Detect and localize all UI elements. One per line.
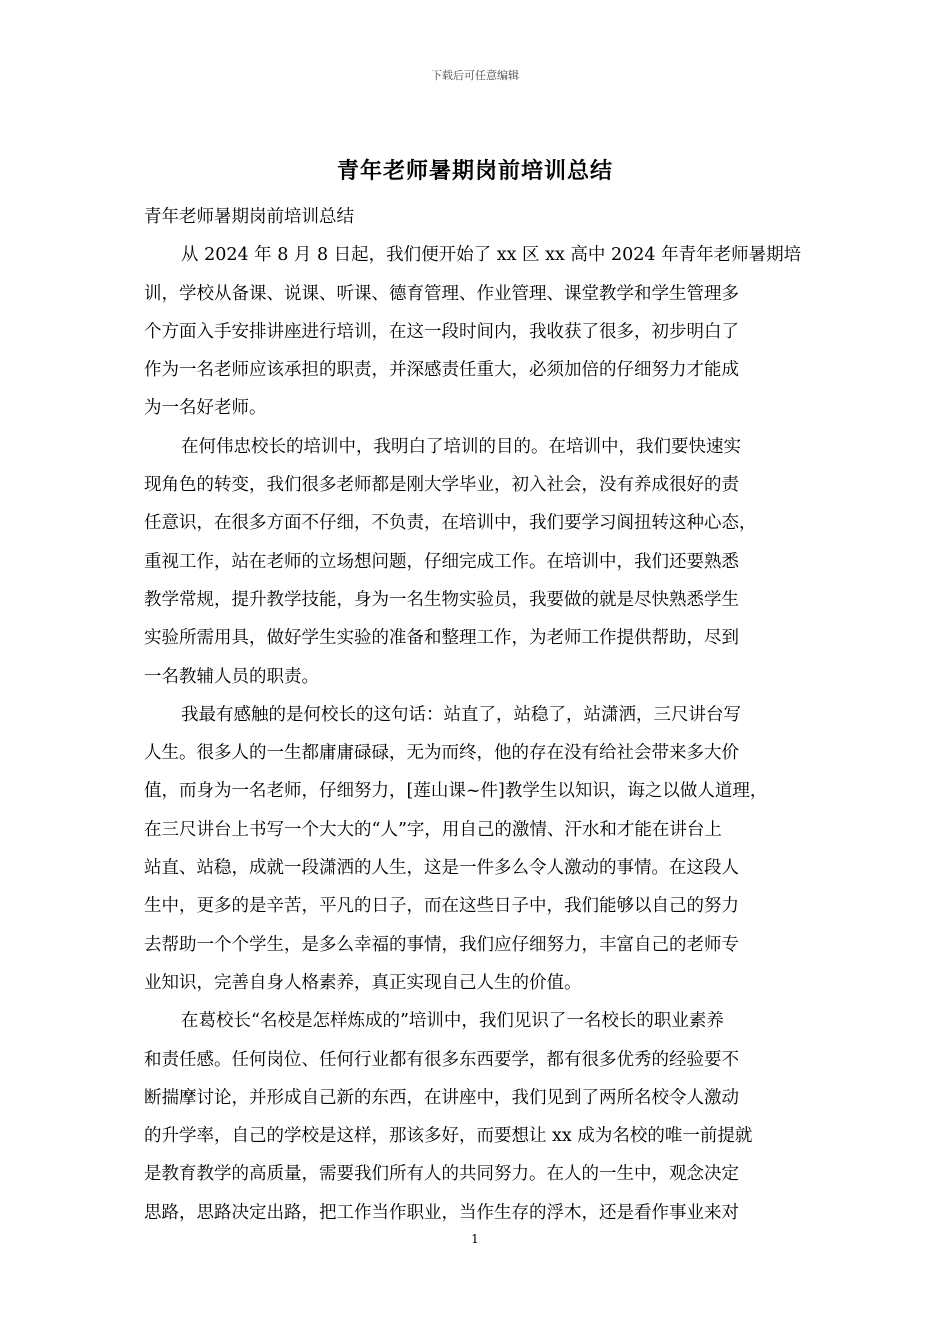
- paragraph-line: 个方面入手安排讲座进行培训，在这一段时间内，我收获了很多，初步明白了: [144, 321, 739, 342]
- paragraph-line: 生中，更多的是辛苦，平凡的日子，而在这些日子中，我们能够以自己的努力: [144, 896, 739, 917]
- paragraph-line: 站直、站稳，成就一段潇洒的人生，这是一件多么令人激动的事情。在这段人: [144, 858, 739, 879]
- paragraph: [144, 428, 808, 696]
- paragraph: [144, 236, 808, 427]
- paragraph-line: 教学常规，提升教学技能，身为一名生物实验员，我要做的就是尽快熟悉学生: [144, 589, 739, 610]
- document-body: [144, 198, 808, 1232]
- paragraph-line: 现角色的转变，我们很多老师都是刚大学毕业，初入社会，没有养成很好的责: [144, 475, 739, 496]
- paragraph-line: 去帮助一个个学生，是多么幸福的事情，我们应仔细努力，丰富自己的老师专: [144, 934, 739, 955]
- paragraph-line: 从 2024 年 8 月 8 日起，我们便开始了 xx 区 xx 高中 2024 年青年老师暑期培: [181, 245, 802, 266]
- paragraph-line: 任意识，在很多方面不仔细，不负责，在培训中，我们要学习阆扭转这种心态，: [144, 513, 757, 534]
- paragraph: [144, 1002, 808, 1232]
- paragraph-line: 为一名好老师。: [144, 398, 267, 419]
- paragraph: [144, 696, 808, 1002]
- paragraph-line: 在何伟忠校长的培训中，我明白了培训的目的。在培训中，我们要快速实: [181, 436, 741, 457]
- header-note: 下载后可任意编辑: [431, 69, 519, 82]
- paragraph-line: 训，学校从备课、说课、听课、德育管理、作业管理、课堂教学和学生管理多: [144, 283, 739, 304]
- paragraph-line: 思路，思路决定出路，把工作当作职业，当作生存的浮木，还是看作事业来对: [144, 1202, 739, 1223]
- subtitle: 青年老师暑期岗前培训总结: [144, 207, 354, 227]
- paragraph-line: 断揣摩讨论，并形成自己新的东西，在讲座中，我们见到了两所名校令人激动: [144, 1087, 739, 1108]
- paragraph-line: 在三尺讲台上书写一个大大的“人”字，用自己的激情、汗水和才能在讲台上: [144, 819, 722, 840]
- paragraph-line: 我最有感触的是何校长的这句话：站直了，站稳了，站潇洒，三尺讲台写: [181, 704, 741, 725]
- paragraph-line: 和责任感。任何岗位、任何行业都有很多东西要学，都有很多优秀的经验要不: [144, 1049, 739, 1070]
- paragraph-list: [144, 236, 808, 1232]
- paragraph-line: 业知识，完善自身人格素养，真正实现自己人生的价值。: [144, 972, 582, 993]
- paragraph-line: 的升学率，自己的学校是这样，那该多好，而要想让 xx 成为名校的唯一前提就: [144, 1126, 753, 1147]
- paragraph-line: 实验所需用具，做好学生实验的准备和整理工作，为老师工作提供帮助，尽到: [144, 628, 739, 649]
- paragraph-line: 重视工作，站在老师的立场想问题，仔细完成工作。在培训中，我们还要熟悉: [144, 551, 739, 572]
- page-number: 1: [471, 1232, 479, 1246]
- paragraph-line: 是教育教学的高质量，需要我们所有人的共同努力。在人的一生中，观念决定: [144, 1164, 739, 1185]
- paragraph-line: 值，而身为一名老师，仔细努力，[莲山课~件]教学生以知识，诲之以做人道理，: [144, 781, 768, 802]
- document-title: 青年老师暑期岗前培训总结: [336, 158, 613, 184]
- paragraph-line: 人生。很多人的一生都庸庸碌碌，无为而终，他的存在没有给社会带来多大价: [144, 743, 739, 764]
- paragraph-line: 在葛校长“名校是怎样炼成的”培训中，我们见识了一名校长的职业素养: [181, 1011, 724, 1032]
- paragraph-line: 一名教辅人员的职责。: [144, 666, 319, 687]
- paragraph-line: 作为一名老师应该承担的职责，并深感责任重大，必须加倍的仔细努力才能成: [144, 360, 739, 381]
